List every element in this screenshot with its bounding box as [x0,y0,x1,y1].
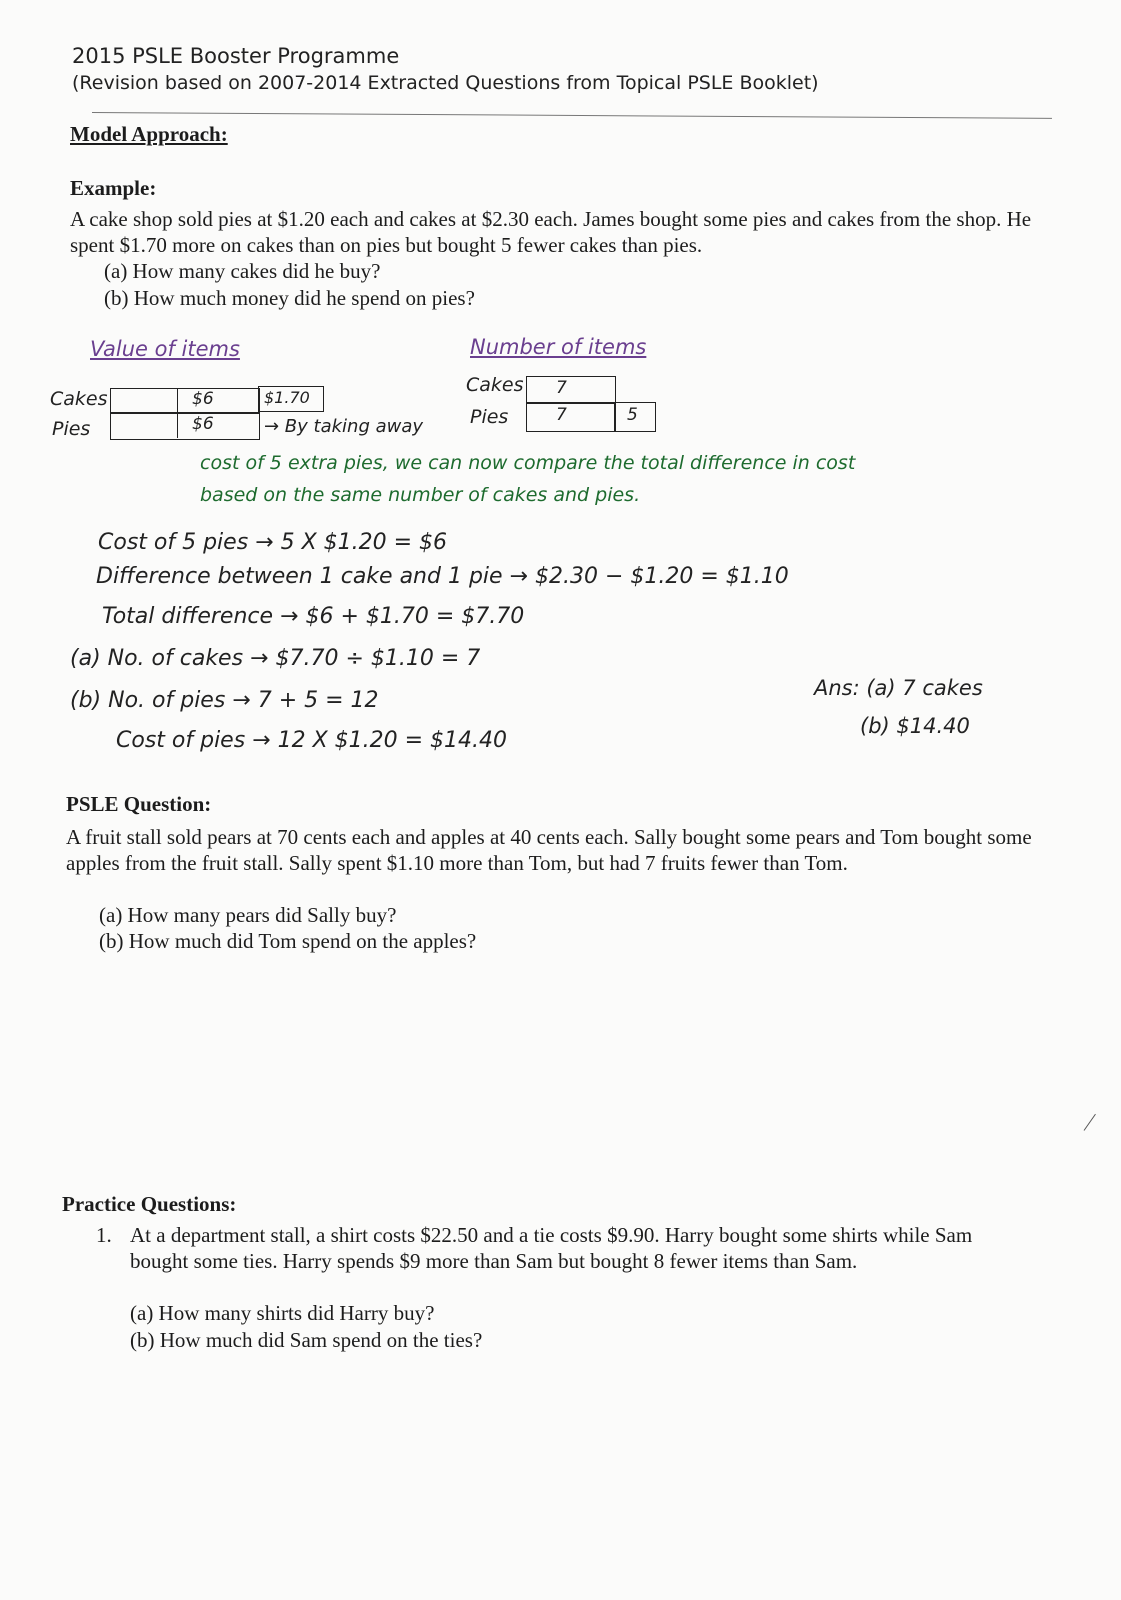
psle-question-text: A fruit stall sold pears at 70 cents each and apples at 40 cents each. Sally bought some pears and Tom bought some apples from the fruit stall. Sally spent $1.10 more than Tom, but had 7 fruits fewer than Tom. [66,825,1032,875]
note-line-1: cost of 5 extra pies, we can now compare the total difference in cost [200,452,856,474]
value-pies-unit: $6 [192,414,214,434]
value-unit-divider [177,388,178,438]
practice-q1-part-a: (a) How many shirts did Harry buy? [130,1301,435,1325]
number-pies-label: Pies [470,406,509,428]
note-line-2: based on the same number of cakes and pies. [200,484,641,506]
model-approach-heading: Model Approach: [70,122,228,146]
working-line: Total difference → $6 + $1.70 = $7.70 [102,604,525,629]
value-pies-bar [110,412,260,440]
working-line: (b) No. of pies → 7 + 5 = 12 [70,688,379,713]
example-part-a: (a) How many cakes did he buy? [104,259,381,283]
answer-a: Ans: (a) 7 cakes [814,676,983,700]
practice-q1-part-b: (b) How much did Sam spend on the ties? [130,1328,483,1352]
working-line: Cost of pies → 12 X $1.20 = $14.40 [116,728,508,753]
number-of-items-heading: Number of items [470,335,647,359]
worksheet-subtitle: (Revision based on 2007-2014 Extracted Questions from Topical PSLE Booklet) [72,72,819,94]
working-line: Difference between 1 cake and 1 pie → $2.30 − $1.20 = $1.10 [96,564,789,589]
example-heading: Example: [70,176,157,200]
value-cakes-bar [110,388,260,414]
number-cakes-value: 7 [556,378,567,398]
example-question: A cake shop sold pies at $1.20 each and cakes at $2.30 each. James bought some pies and cakes from the shop. He spent $1.70 more on cakes than on pies but bought 5 fewer cakes than pies. [70,207,1032,257]
practice-q1-number: 1. [96,1223,112,1247]
number-pies-value: 7 [556,405,567,425]
value-cakes-label: Cakes [50,388,108,410]
worksheet-title: 2015 PSLE Booster Programme [72,44,400,68]
note-arrow-text: → By taking away [264,416,424,437]
margin-pen-mark [1084,1114,1096,1131]
value-cakes-extra: $1.70 [264,388,310,407]
psle-question-heading: PSLE Question: [66,792,212,816]
number-pies-bar [526,402,616,432]
example-part-b: (b) How much money did he spend on pies? [104,286,475,310]
answer-b: (b) $14.40 [860,714,970,738]
psle-part-b: (b) How much did Tom spend on the apples? [99,929,477,953]
header-divider [92,112,1052,119]
value-cakes-unit: $6 [192,389,214,409]
number-cakes-bar [526,376,616,404]
practice-q1-text: At a department stall, a shirt costs $22.50 and a tie costs $9.90. Harry bought some shirts while Sam bought some ties. Harry spends $9 more than Sam but bought 8 fewer items than Sam. [130,1223,973,1273]
psle-part-a: (a) How many pears did Sally buy? [99,903,397,927]
number-pies-extra: 5 [627,405,638,425]
working-line: (a) No. of cakes → $7.70 ÷ $1.10 = 7 [70,646,481,671]
working-line: Cost of 5 pies → 5 X $1.20 = $6 [98,530,448,555]
practice-heading: Practice Questions: [62,1192,237,1216]
value-pies-label: Pies [52,418,91,440]
value-of-items-heading: Value of items [90,337,240,361]
number-cakes-label: Cakes [466,374,524,396]
